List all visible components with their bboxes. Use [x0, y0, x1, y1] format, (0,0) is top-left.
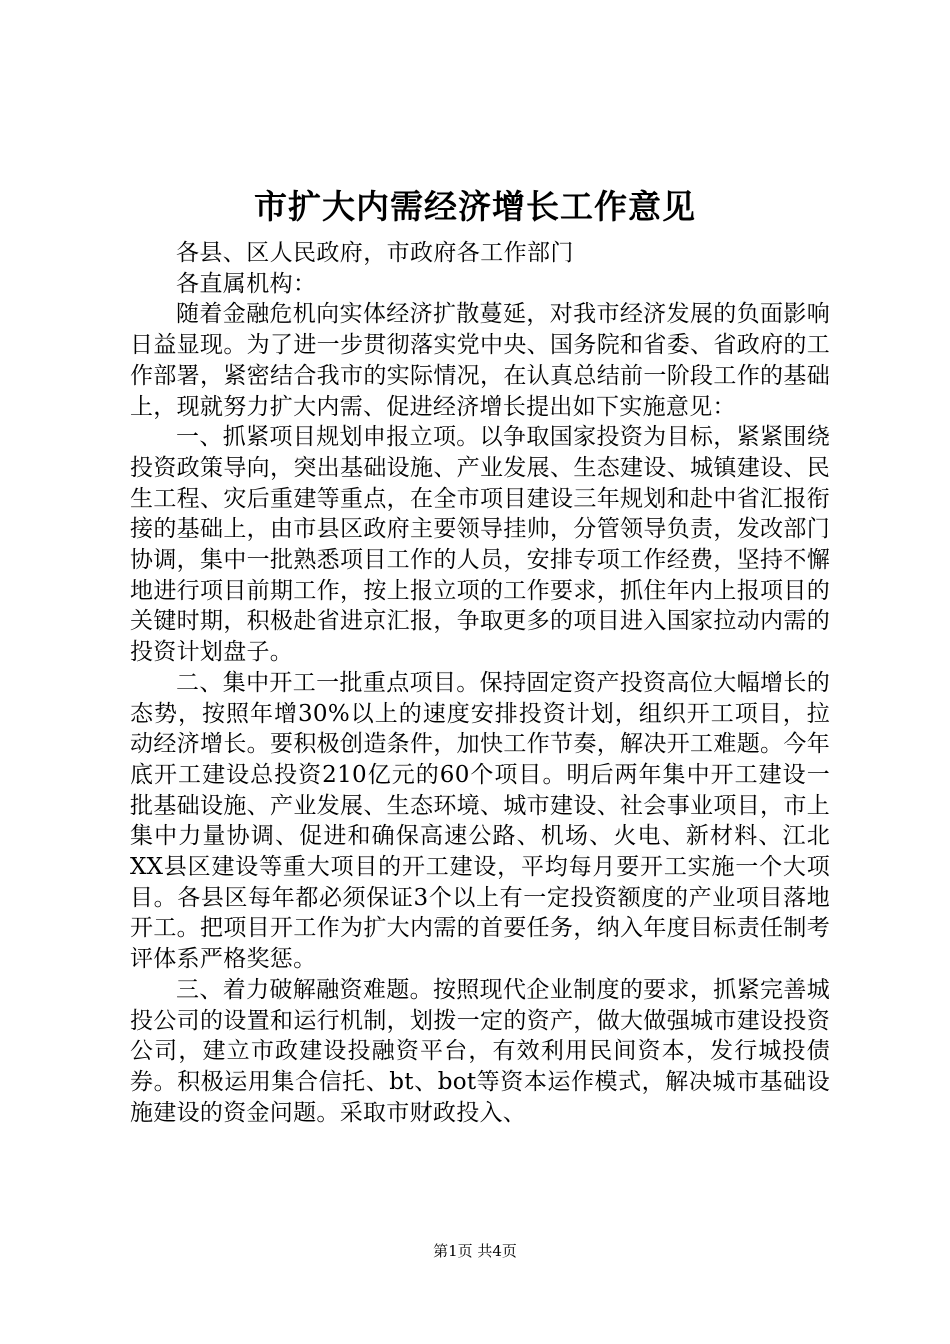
paragraph-intro: 随着金融危机向实体经济扩散蔓延，对我市经济发展的负面影响日益显现。为了进一步贯彻落实党中央、国务院和省委、省政府的工作部署，紧密结合我市的实际情况，在认真总结前一阶段工作的基础上，现就努力扩大内需、促进经济增长提出如下实施意见： — [130, 301, 830, 420]
page-footer: 第1页 共4页 — [433, 1242, 517, 1260]
salutation-line-1: 各县、区人民政府，市政府各工作部门 — [176, 240, 574, 266]
document-body — [130, 238, 830, 1128]
paragraph-section-3: 三、着力破解融资难题。按照现代企业制度的要求，抓紧完善城投公司的设置和运行机制，划拨一定的资产，做大做强城市建设投资公司，建立市政建设投融资平台，有效利用民间资本，发行城投债券。积极运用集合信托、bt、bot等资本运作模式，解决城市基础设施建设的资金问题。采取市财政投入、 — [130, 976, 830, 1126]
paragraph-section-1: 一、抓紧项目规划申报立项。以争取国家投资为目标，紧紧围绕投资政策导向，突出基础设施、产业发展、生态建设、城镇建设、民生工程、灾后重建等重点，在全市项目建设三年规划和赴中省汇报衔接的基础上，由市县区政府主要领导挂帅，分管领导负责，发改部门协调，集中一批熟悉项目工作的人员，安排专项工作经费，坚持不懈地进行项目前期工作，按上报立项的工作要求，抓住年内上报项目的关键时期，积极赴省进京汇报，争取更多的项目进入国家拉动内需的投资计划盘子。 — [130, 424, 830, 666]
document-title: 市扩大内需经济增长工作意见 — [254, 187, 696, 226]
paragraph-section-2: 二、集中开工一批重点项目。保持固定资产投资高位大幅增长的态势，按照年增30%以上的速度安排投资计划，组织开工项目，拉动经济增长。要积极创造条件，加快工作节奏，解决开工难题。今年底开工建设总投资210亿元的60个项目。明后两年集中开工建设一批基础设施、产业发展、生态环境、城市建设、社会事业项目，市上集中力量协调、促进和确保高速公路、机场、火电、新材料、江北XX县区建设等重大项目的开工建设，平均每月要开工实施一个大项目。各县区每年都必须保证3个以上有一定投资额度的产业项目落地开工。把项目开工作为扩大内需的首要任务，纳入年度目标责任制考评体系严格奖惩。 — [130, 669, 830, 973]
salutation-line-2: 各直属机构： — [176, 270, 317, 297]
